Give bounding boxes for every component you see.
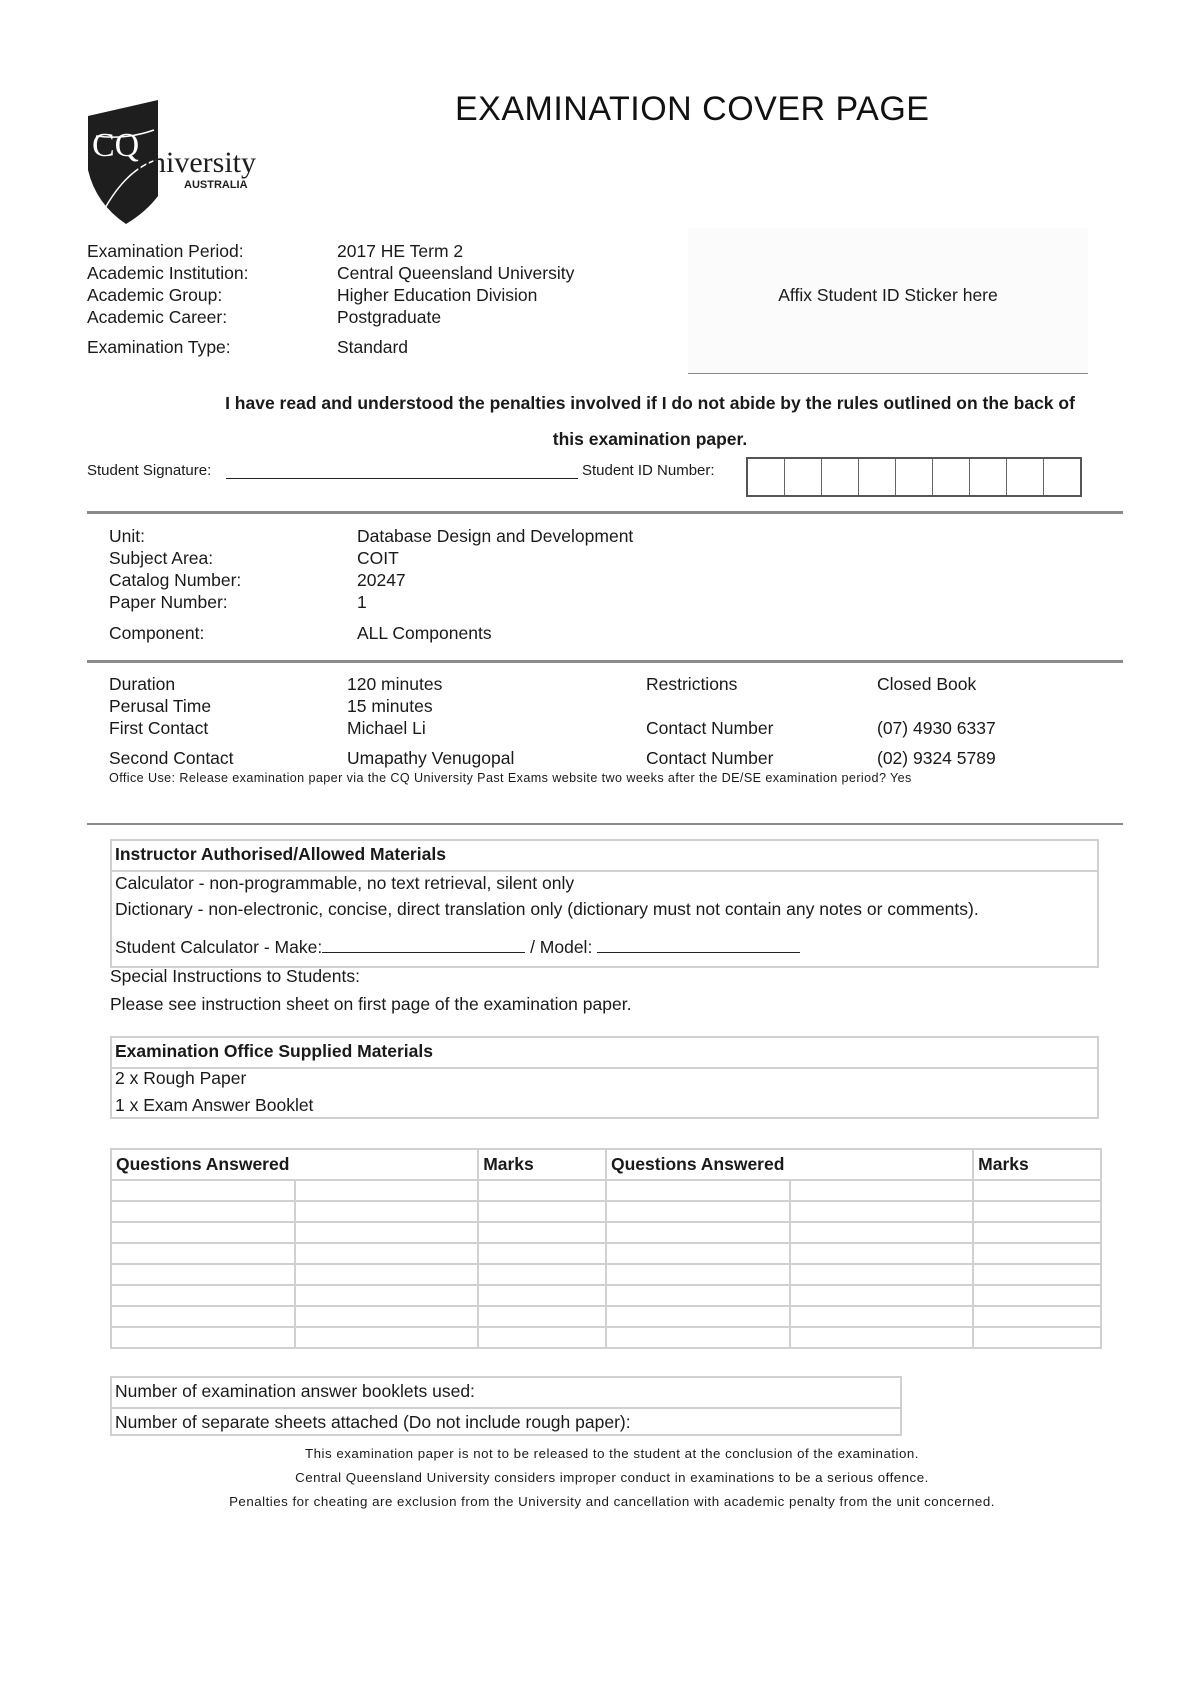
student-id-sticker-area: [688, 228, 1088, 373]
table-cell[interactable]: [295, 1285, 479, 1306]
student-id-digit-box[interactable]: [859, 459, 896, 495]
table-cell[interactable]: [111, 1306, 295, 1327]
footer-line-2: Central Queensland University considers improper conduct in examinations to be a serious offence.: [295, 1470, 929, 1485]
table-cell[interactable]: [973, 1285, 1101, 1306]
allowed-materials-box: [110, 839, 1099, 968]
meta-label: Examination Type:: [87, 337, 231, 357]
table-header-row: [111, 1149, 1101, 1180]
table-cell[interactable]: [295, 1327, 479, 1348]
table-cell[interactable]: [295, 1180, 479, 1201]
sticker-label: Affix Student ID Sticker here: [778, 285, 998, 305]
restrictions-label: Restrictions: [646, 674, 738, 694]
allowed-materials-heading: Instructor Authorised/Allowed Materials: [115, 844, 446, 864]
marks-header: Marks: [478, 1149, 606, 1180]
section-divider: [87, 823, 1123, 825]
table-cell[interactable]: [606, 1327, 790, 1348]
duration-value: 120 minutes: [347, 674, 443, 694]
student-id-digit-box[interactable]: [896, 459, 933, 495]
questions-marks-table: [110, 1148, 1102, 1349]
model-field[interactable]: [597, 936, 800, 953]
booklets-used-label: Number of examination answer booklets used:: [115, 1381, 475, 1401]
meta-value: Central Queensland University: [337, 263, 575, 283]
table-cell[interactable]: [111, 1264, 295, 1285]
student-id-digit-box[interactable]: [785, 459, 822, 495]
second-contact-number: (02) 9324 5789: [877, 748, 996, 768]
supplied-item: 2 x Rough Paper: [115, 1068, 247, 1088]
meta-value: Higher Education Division: [337, 285, 538, 305]
table-cell[interactable]: [973, 1222, 1101, 1243]
page-title: EXAMINATION COVER PAGE: [455, 90, 930, 128]
duration-label: Duration: [109, 674, 176, 694]
first-contact-label: First Contact: [109, 718, 209, 738]
perusal-label: Perusal Time: [109, 696, 212, 716]
student-id-label: Student ID Number:: [582, 462, 715, 479]
contact-number-label: Contact Number: [646, 748, 774, 768]
signature-field[interactable]: [226, 478, 578, 479]
questions-answered-header: Questions Answered: [606, 1149, 973, 1180]
table-cell[interactable]: [790, 1243, 974, 1264]
footer-line-1: This examination paper is not to be released to the student at the conclusion of the examination.: [305, 1446, 919, 1461]
student-id-digit-box[interactable]: [1044, 459, 1080, 495]
declaration-line-1: I have read and understood the penalties involved if I do not abide by the rules outlined on the back of: [225, 393, 1075, 413]
restrictions-value: Closed Book: [877, 674, 977, 694]
table-cell[interactable]: [606, 1222, 790, 1243]
table-row: [111, 1264, 1101, 1285]
section-divider: [87, 660, 1123, 663]
special-instructions-label: Special Instructions to Students:: [110, 966, 360, 986]
meta-label: Academic Group:: [87, 285, 223, 305]
table-cell[interactable]: [478, 1306, 606, 1327]
table-cell[interactable]: [111, 1285, 295, 1306]
table-cell[interactable]: [790, 1264, 974, 1285]
booklet-count-box: [110, 1376, 902, 1436]
student-id-digit-box[interactable]: [970, 459, 1007, 495]
table-cell[interactable]: [478, 1222, 606, 1243]
meta-label: Examination Period:: [87, 241, 244, 261]
student-id-digit-box[interactable]: [822, 459, 859, 495]
marks-header: Marks: [973, 1149, 1101, 1180]
table-cell[interactable]: [606, 1180, 790, 1201]
table-cell[interactable]: [295, 1222, 479, 1243]
declaration: [200, 385, 1100, 457]
svg-text:AUSTRALIA: AUSTRALIA: [184, 179, 248, 191]
dictionary-rule: Dictionary - non-electronic, concise, direct translation only (dictionary must not contain any notes or comments).: [115, 899, 979, 919]
meta-value: Postgraduate: [337, 307, 442, 327]
student-id-boxes[interactable]: [746, 457, 1082, 497]
meta-label: Academic Institution:: [87, 263, 249, 283]
unit-value: 20247: [357, 570, 406, 590]
declaration-line-2: this examination paper.: [552, 429, 748, 449]
unit-label: Paper Number:: [109, 592, 228, 612]
table-cell[interactable]: [111, 1243, 295, 1264]
table-row: [111, 1180, 1101, 1201]
table-cell[interactable]: [973, 1306, 1101, 1327]
table-cell[interactable]: [111, 1180, 295, 1201]
supplied-materials-box: [110, 1036, 1099, 1119]
table-cell[interactable]: [790, 1306, 974, 1327]
table-cell[interactable]: [478, 1327, 606, 1348]
table-cell[interactable]: [973, 1327, 1101, 1348]
table-cell[interactable]: [478, 1243, 606, 1264]
office-use-note: Office Use: Release examination paper via the CQ University Past Exams website two weeks after the DE/SE examination period? Yes: [109, 771, 912, 785]
supplied-item: 1 x Exam Answer Booklet: [115, 1095, 314, 1115]
first-contact-number: (07) 4930 6337: [877, 718, 996, 738]
second-contact-label: Second Contact: [109, 748, 234, 768]
first-contact-value: Michael Li: [347, 718, 426, 738]
table-row: [111, 1285, 1101, 1306]
student-id-digit-box[interactable]: [1007, 459, 1044, 495]
table-row: [111, 1222, 1101, 1243]
table-cell[interactable]: [295, 1306, 479, 1327]
make-label: Student Calculator - Make:: [115, 937, 323, 957]
unit-value: COIT: [357, 548, 399, 568]
student-id-digit-box[interactable]: [933, 459, 970, 495]
student-id-digit-box[interactable]: [748, 459, 785, 495]
table-cell[interactable]: [606, 1285, 790, 1306]
table-row: [111, 1327, 1101, 1348]
table-cell[interactable]: [111, 1222, 295, 1243]
table-cell[interactable]: [478, 1180, 606, 1201]
meta-value: Standard: [337, 337, 409, 357]
table-row: [111, 1201, 1101, 1222]
calculator-make-model: [115, 936, 800, 958]
table-cell[interactable]: [295, 1243, 479, 1264]
special-instructions-text: Please see instruction sheet on first page of the examination paper.: [110, 994, 632, 1014]
table-cell[interactable]: [973, 1243, 1101, 1264]
cqu-logo: [86, 100, 296, 226]
make-field[interactable]: [322, 936, 525, 953]
contact-number-label: Contact Number: [646, 718, 774, 738]
svg-text:CQ: CQ: [92, 127, 140, 164]
unit-value: 1: [357, 592, 367, 612]
table-cell[interactable]: [606, 1243, 790, 1264]
signature-label: Student Signature:: [87, 462, 212, 479]
footer-line-3: Penalties for cheating are exclusion from the University and cancellation with academic penalty from the unit concerned.: [229, 1494, 995, 1509]
table-cell[interactable]: [790, 1285, 974, 1306]
table-cell[interactable]: [478, 1201, 606, 1222]
second-contact-value: Umapathy Venugopal: [347, 748, 515, 768]
table-cell[interactable]: [790, 1222, 974, 1243]
unit-value: ALL Components: [357, 623, 492, 643]
table-cell[interactable]: [111, 1327, 295, 1348]
table-cell[interactable]: [790, 1327, 974, 1348]
table-cell[interactable]: [973, 1201, 1101, 1222]
questions-answered-header: Questions Answered: [111, 1149, 478, 1180]
svg-text:university: university: [136, 146, 256, 179]
calculator-rule: Calculator - non-programmable, no text retrieval, silent only: [115, 873, 575, 893]
table-cell[interactable]: [973, 1264, 1101, 1285]
unit-label: Unit:: [109, 526, 145, 546]
meta-label: Academic Career:: [87, 307, 228, 327]
model-label: / Model:: [530, 937, 593, 957]
table-cell[interactable]: [478, 1264, 606, 1285]
table-cell[interactable]: [606, 1264, 790, 1285]
perusal-value: 15 minutes: [347, 696, 433, 716]
unit-label: Catalog Number:: [109, 570, 242, 590]
table-cell[interactable]: [606, 1306, 790, 1327]
meta-value: 2017 HE Term 2: [337, 241, 464, 261]
sticker-divider: [688, 373, 1088, 374]
section-divider: [87, 511, 1123, 514]
table-cell[interactable]: [790, 1180, 974, 1201]
table-cell[interactable]: [295, 1201, 479, 1222]
supplied-materials-heading: Examination Office Supplied Materials: [115, 1041, 433, 1061]
separate-sheets-label: Number of separate sheets attached (Do not include rough paper):: [115, 1412, 631, 1432]
table-cell[interactable]: [295, 1264, 479, 1285]
table-cell[interactable]: [606, 1201, 790, 1222]
table-cell[interactable]: [111, 1201, 295, 1222]
table-row: [111, 1306, 1101, 1327]
unit-label: Component:: [109, 623, 205, 643]
table-cell[interactable]: [973, 1180, 1101, 1201]
table-row: [111, 1243, 1101, 1264]
table-cell[interactable]: [478, 1285, 606, 1306]
unit-label: Subject Area:: [109, 548, 214, 568]
unit-value: Database Design and Development: [357, 526, 634, 546]
table-cell[interactable]: [790, 1201, 974, 1222]
